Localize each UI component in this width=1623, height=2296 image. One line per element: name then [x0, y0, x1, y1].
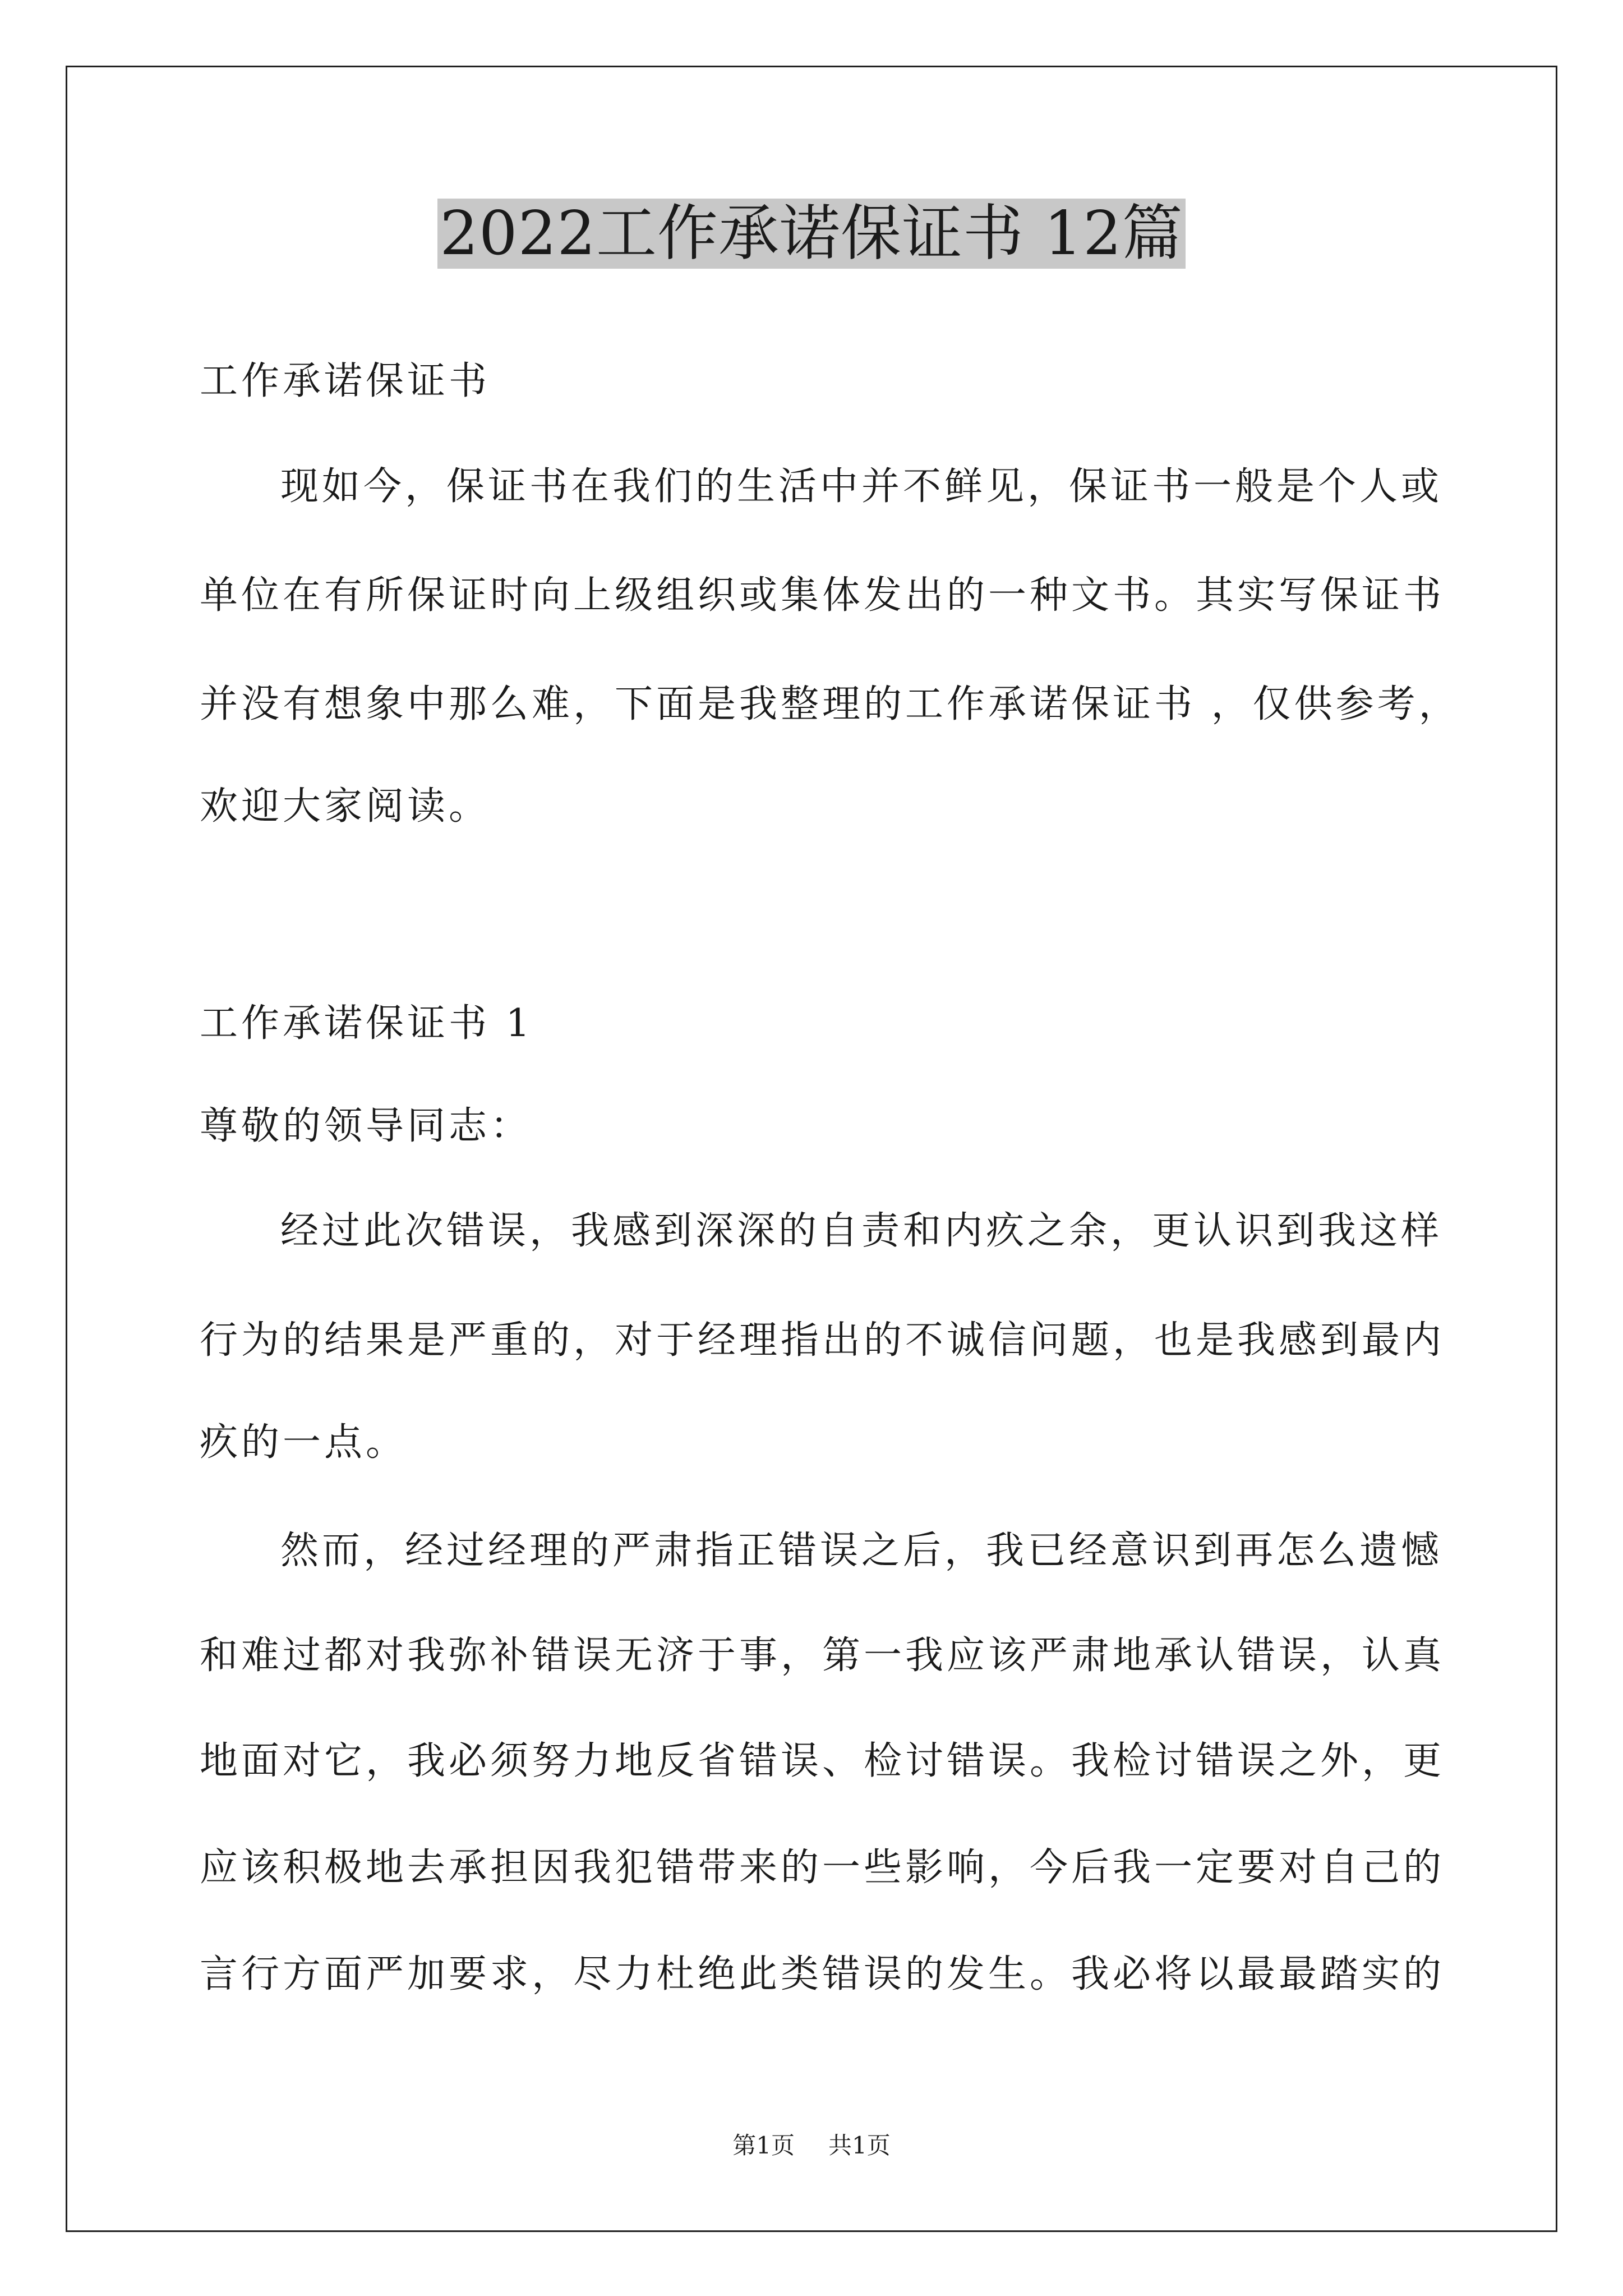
intro-heading: 工作承诺保证书 — [200, 359, 491, 403]
intro-line: 现如今，保证书在我们的生活中并不鲜见，保证书一般是个人或 — [280, 464, 1443, 509]
page-total: 共1页 — [828, 2132, 891, 2159]
intro-line: 欢迎大家阅读。 — [200, 784, 491, 829]
para2-line: 地面对它，我必须努力地反省错误、检讨错误。我检讨错误之外，更 — [200, 1739, 1445, 1783]
page-footer — [0, 2132, 1623, 2160]
para2-line: 应该积极地去承担因我犯错带来的一些影响，今后我一定要对自己的 — [200, 1846, 1445, 1890]
intro-line: 并没有想象中那么难，下面是我整理的工作承诺保证书 ，仅供参考， — [200, 682, 1460, 726]
para1-line: 疚的一点。 — [200, 1420, 408, 1465]
salutation: 尊敬的领导同志： — [200, 1104, 532, 1148]
page-number: 第1页 — [732, 2132, 795, 2159]
document-title: 2022工作承诺保证书 12篇 — [0, 197, 1623, 270]
para2-line: 然而，经过经理的严肃指正错误之后，我已经意识到再怎么遗憾 — [280, 1529, 1443, 1573]
intro-line: 单位在有所保证时向上级组织或集体发出的一种文书。其实写保证书 — [200, 573, 1445, 618]
para1-line: 经过此次错误，我感到深深的自责和内疚之余，更认识到我这样 — [280, 1209, 1443, 1253]
para1-line: 行为的结果是严重的，对于经理指出的不诚信问题，也是我感到最内 — [200, 1318, 1445, 1363]
para2-line: 和难过都对我弥补错误无济于事，第一我应该严肃地承认错误，认真 — [200, 1634, 1445, 1678]
section-heading: 工作承诺保证书 1 — [200, 1001, 533, 1046]
para2-line: 言行方面严加要求，尽力杜绝此类错误的发生。我必将以最最踏实的 — [200, 1952, 1445, 1996]
